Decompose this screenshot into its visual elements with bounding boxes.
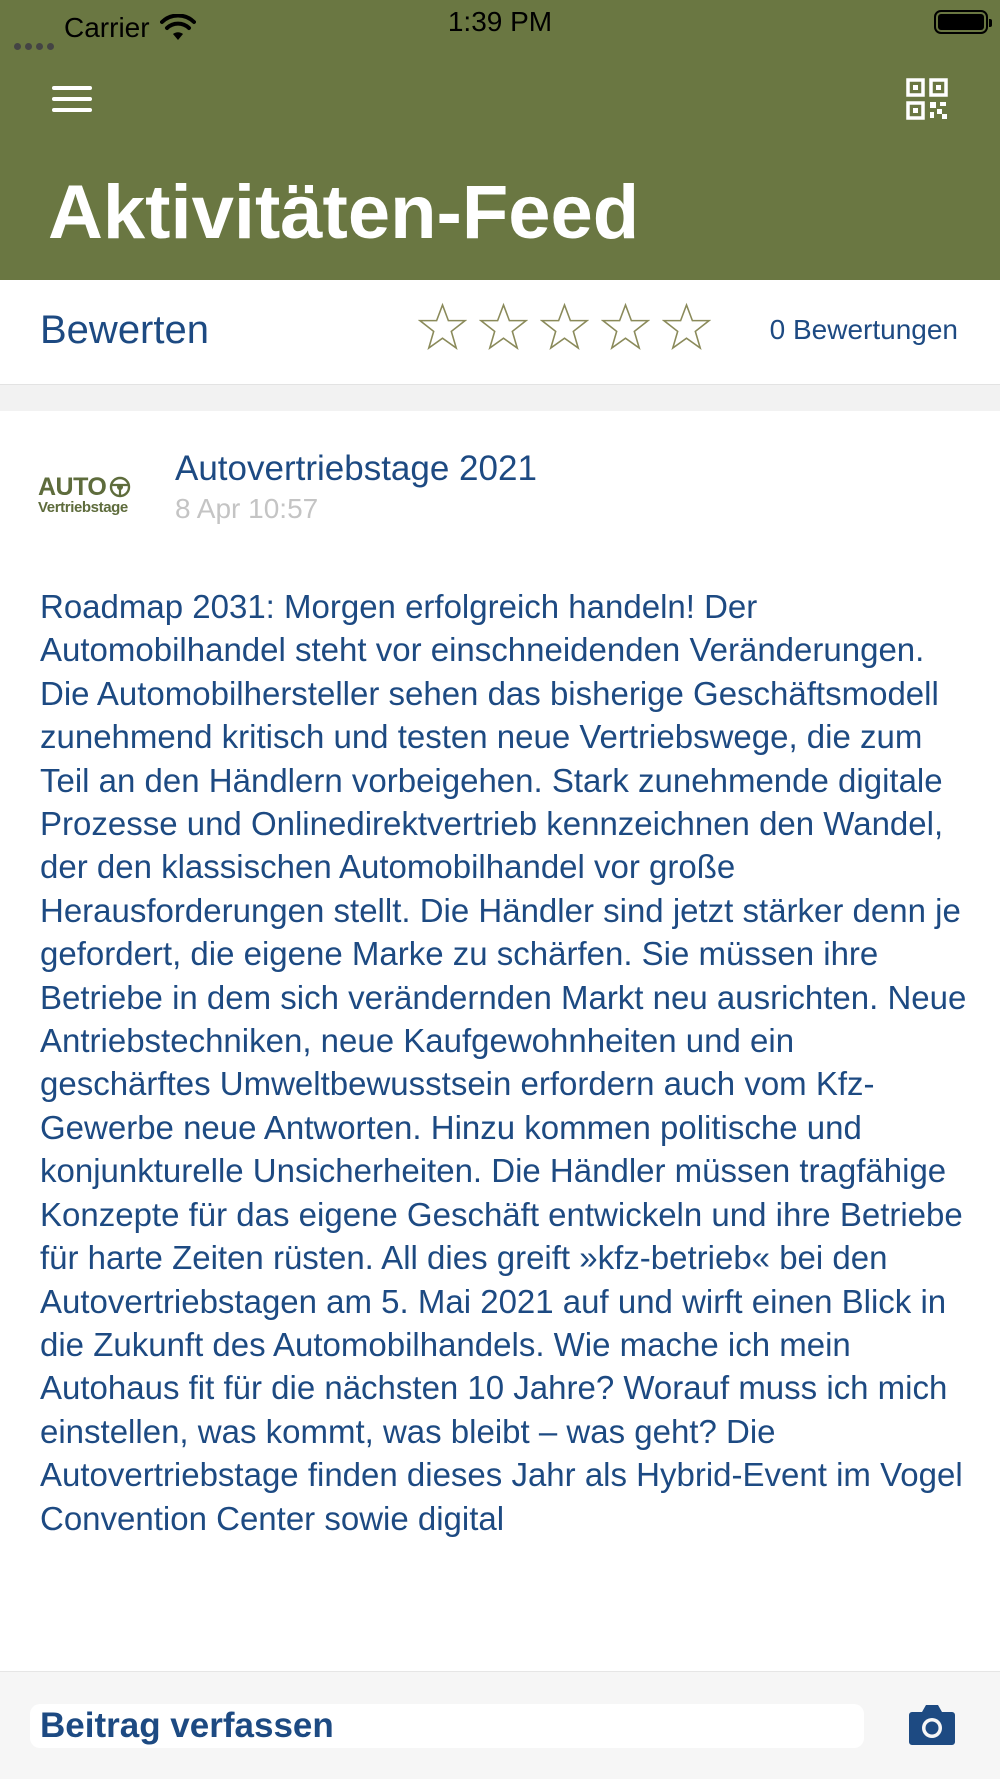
status-bar: [0, 0, 1000, 48]
rating-count: 0 Bewertungen: [769, 314, 958, 345]
star-icon-4[interactable]: [601, 302, 650, 351]
compose-post-input[interactable]: [30, 1704, 864, 1748]
battery-icon: [934, 10, 988, 34]
carrier-label: Carrier: [64, 12, 150, 43]
steering-wheel-icon: [109, 476, 131, 498]
menu-button[interactable]: [52, 86, 92, 116]
star-icon-1[interactable]: [418, 302, 467, 351]
status-time: 1:39 PM: [447, 6, 553, 37]
qr-code-icon: [906, 78, 948, 120]
star-icon-2[interactable]: [479, 302, 528, 351]
camera-icon: [908, 1700, 956, 1746]
post-timestamp: 8 Apr 10:57: [175, 493, 319, 524]
logo-line-1: AUTO: [38, 473, 107, 501]
qr-scan-button[interactable]: [906, 78, 948, 120]
hamburger-menu-icon: [52, 86, 92, 90]
star-rating: [418, 302, 711, 351]
logo-line-2: Vertriebstage: [38, 499, 128, 516]
page-title: Aktivitäten-Feed: [48, 170, 640, 255]
organizer-logo: [38, 474, 138, 520]
post-header: [0, 411, 1000, 561]
rating-row: [0, 280, 1000, 385]
section-divider: [0, 385, 1000, 411]
app-header: [0, 0, 1000, 280]
star-icon-5[interactable]: [662, 302, 711, 351]
post-body: [40, 585, 970, 1670]
camera-button[interactable]: [908, 1700, 956, 1746]
star-icon-3[interactable]: [540, 302, 589, 351]
rate-button[interactable]: Bewerten: [40, 308, 209, 352]
compose-placeholder: Beitrag verfassen: [40, 1706, 334, 1745]
post-text: Roadmap 2031: Morgen erfolgreich handeln! Der Automobilhandel steht vor einschneidenden Veränderungen. Die Automobilhersteller sehen das bisherige Geschäftsmodell zunehmend kritisch und testen neue Vertriebswege, die zum Teil an den Händlern vorbeigehen. Stark zunehmende digitale Prozesse und Onlinedirektvertrieb kennzeichnen den Wandel, der den klassischen Automobilhandel vor große Herausforderungen stellt. Die Händler sind jetzt stärker denn je gefordert, die eigene Marke zu schärfen. Sie müssen ihre Betriebe in dem sich verändernden Markt neu ausrichten. Neue Antriebstechniken, neue Kaufgewohnheiten und ein geschärftes Umweltbewusstsein erfordern auch vom Kfz-Gewerbe neue Antworten. Hinzu kommen politische und konjunkturelle Unsicherheiten. Die Händler müssen tragfähige Konzepte für das eigene Geschäft entwickeln und ihre Betriebe für harte Zeiten rüsten. All dies greift »kfz-betrieb« bei den Autovertriebstagen am 5. Mai 2021 auf und wirft einen Blick in die Zukunft des Automobilhandels. Wie mache ich mein Autohaus fit für die nächsten 10 Jahre? Worauf muss ich mich einstellen, was kommt, was bleibt – was geht? Die Autovertriebstage finden dieses Jahr als Hybrid-Event im Vogel Convention Center sowie digital: [40, 588, 967, 1537]
composer-bar: [0, 1671, 1000, 1779]
post-author[interactable]: Autovertriebstage 2021: [175, 449, 537, 488]
